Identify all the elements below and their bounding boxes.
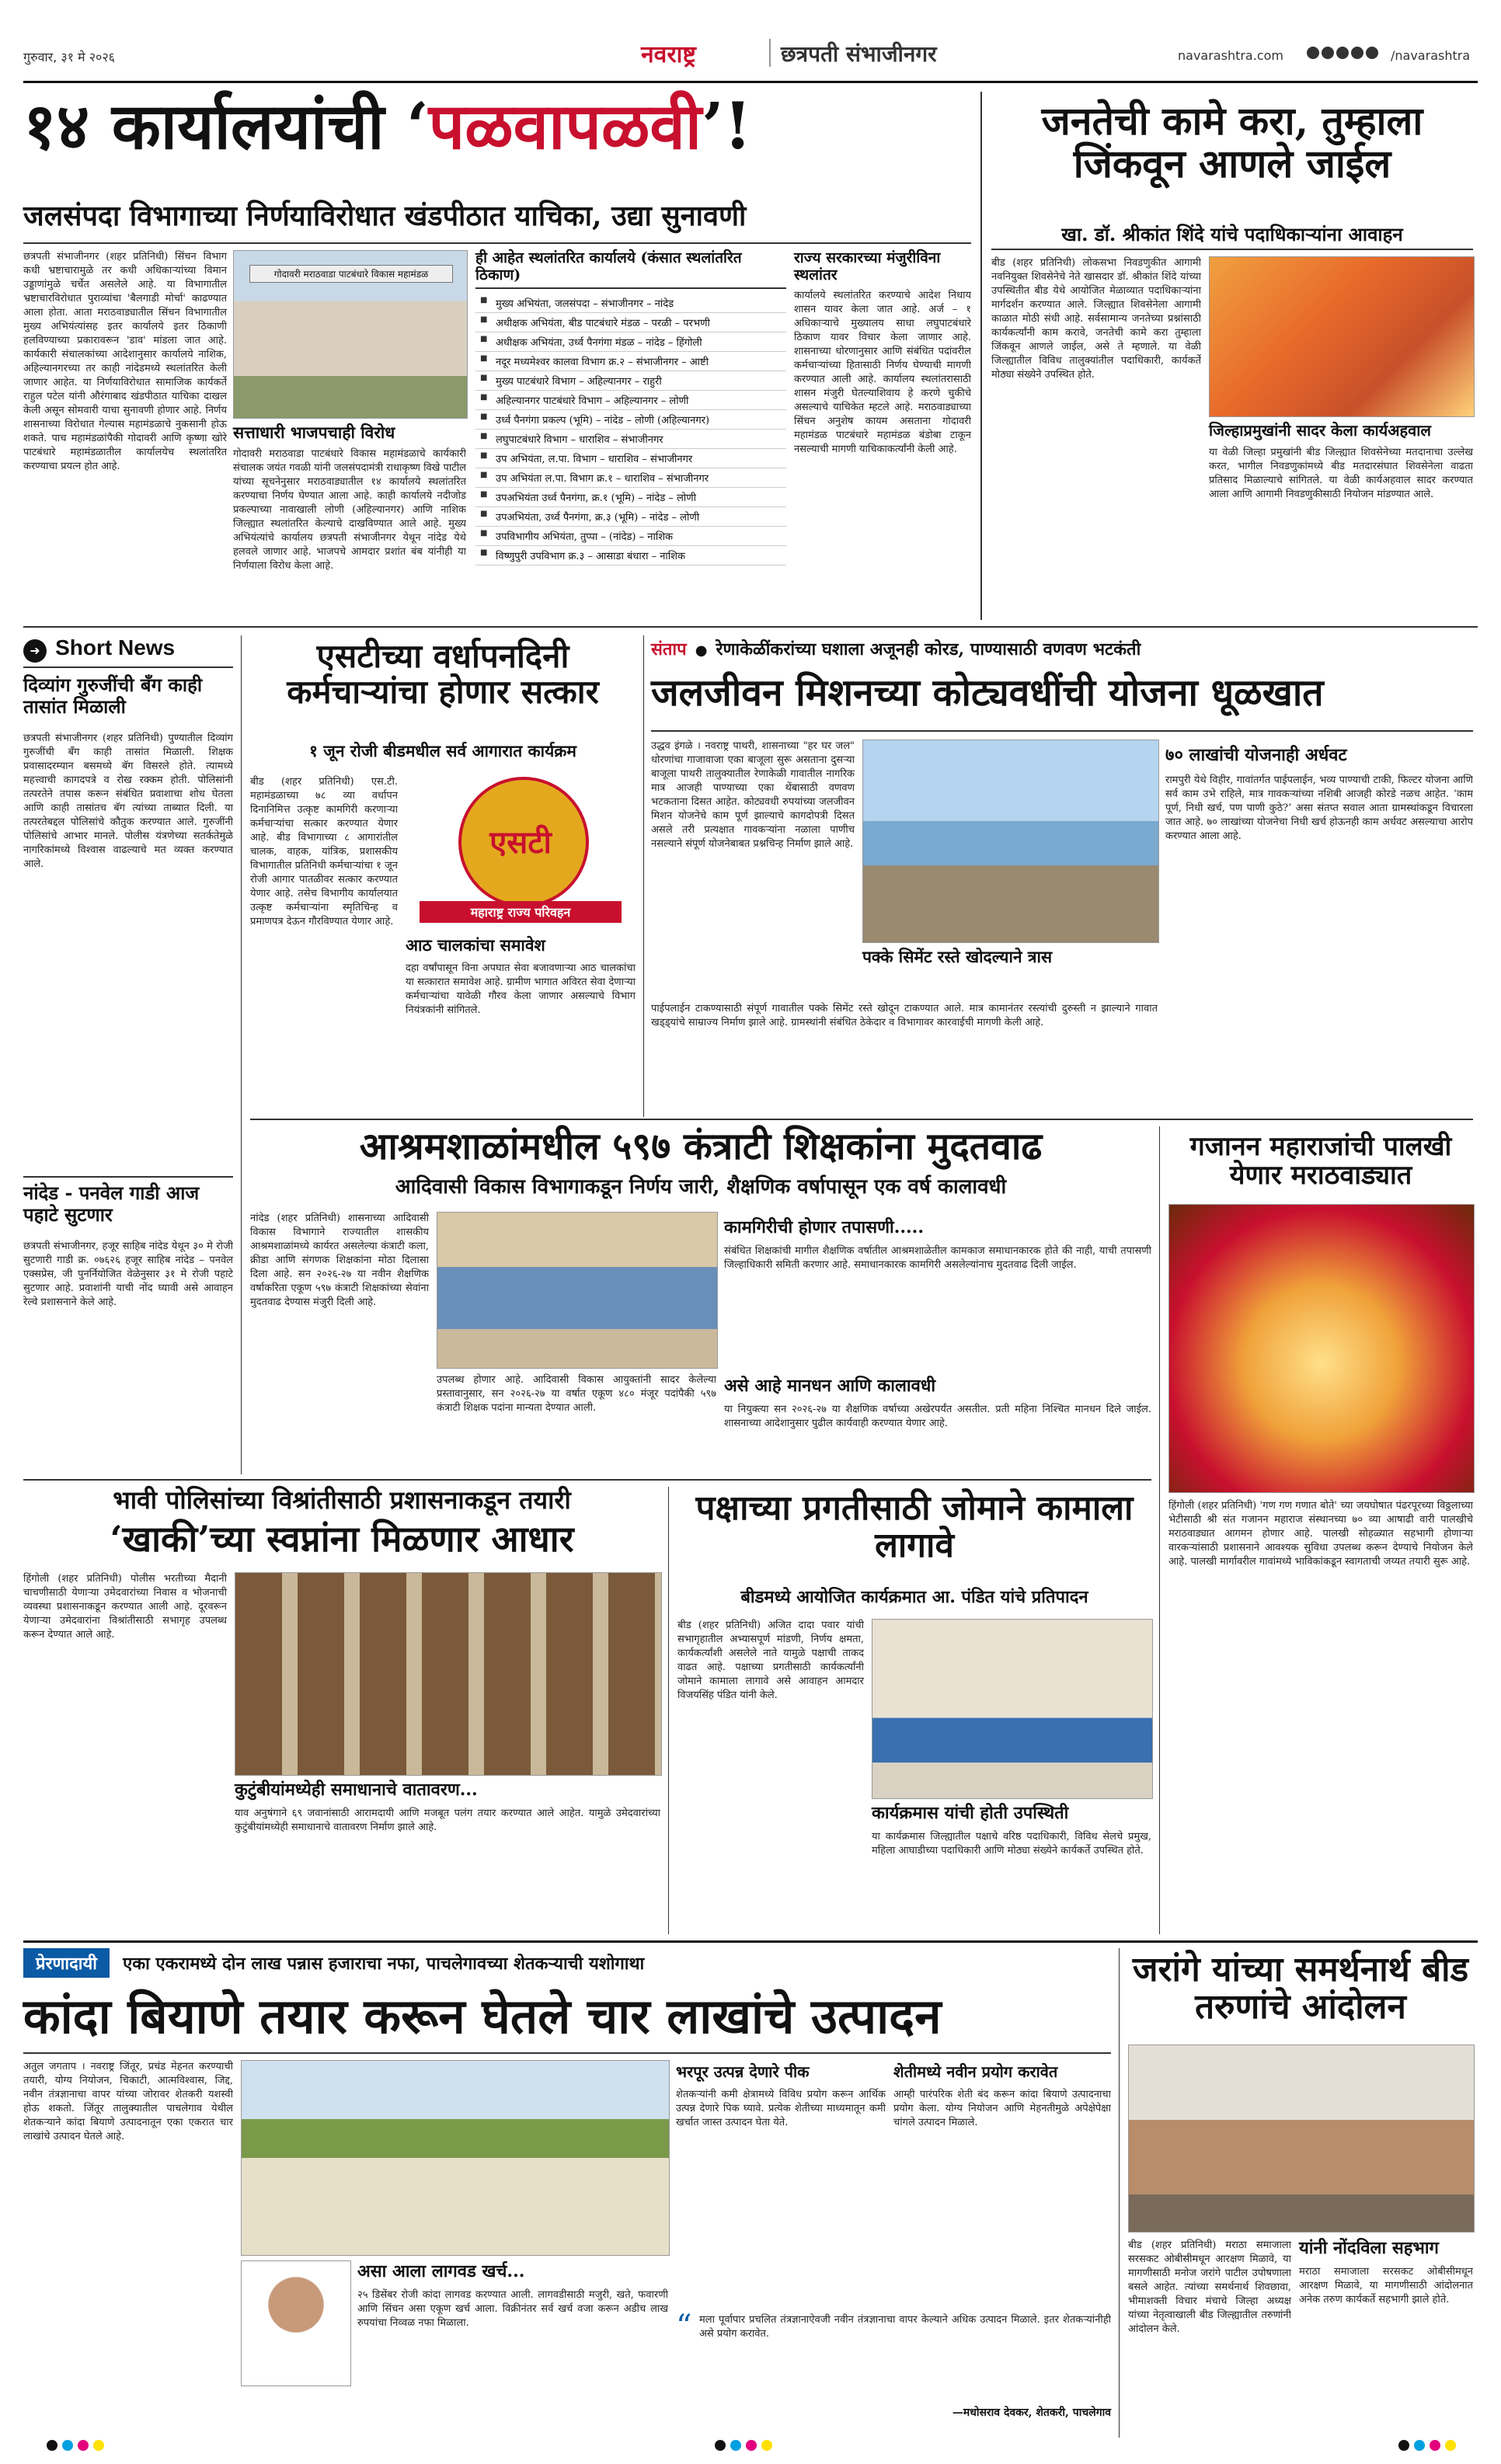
edition-divider bbox=[769, 39, 771, 67]
onion-sub2-body: आम्ही पारंपरिक शेती बंद करून कांदा बियाणे उत्पादनाचा प्रयोग केला. योग्य नियोजन आणि मेहनतीमुळे अपेक्षेपेक्षा चांगले उत्पादन मिळाले. bbox=[893, 2089, 1111, 2128]
jal-kicker: रेणाकेळींकरांच्या घशाला अजूनही कोरड, पाण्यासाठी वणवण भटकंती bbox=[716, 639, 1141, 660]
ashram-photo bbox=[437, 1212, 718, 1369]
office-item: ■ उप अभियंता ल.पा. विभाग क्र.१ – धाराशिव – संभाजीनगर bbox=[475, 468, 786, 488]
short-news-item2-title: नांदेड - पनवेल गाडी आज पहाटे सुटणार bbox=[23, 1182, 200, 1226]
office-item: ■ अहिल्यानगर पाटबंधारे विभाग – अहिल्यानगर – लोणी bbox=[475, 391, 786, 410]
st-subhead: १ जून रोजी बीडमधील सर्व आगारात कार्यक्रम bbox=[309, 741, 576, 760]
pawar-body: बीड (शहर प्रतिनिधी) अजित दादा पवार यांची सभागृहातील अभ्यासपूर्ण मांडणी, निर्णय क्षमता, कार्यकर्त्यांशी असलेले नाते यामुळे पक्षाची ताकद वाढत आहे. पक्षाच्या प्रगतीसाठी कार्यकर्त्यांनी जोमाने कामाला लागावे असे आवाहन आमदार विजयसिंह पंडित यांनी केले. bbox=[677, 1620, 864, 1701]
jarange-body: बीड (शहर प्रतिनिधी) मराठा समाजाला सरसकट ओबीसीमधून आरक्षण मिळावे, या मागणीसाठी मनोज जरांगे पाटील उपोषणाला बसले आहेत. त्यांच्या समर्थनार्थ शिवछावा, भीमाशक्ती विचार मंचाचे जिल्हा अध्यक्ष यांच्या नेतृत्वाखाली बीड जिल्ह्यातील तरुणांनी आंदोलन केले. bbox=[1128, 2240, 1291, 2335]
office-item: ■ मुख्य पाटबंधारे विभाग – अहिल्यानगर – राहुरी bbox=[475, 371, 786, 391]
ashram-headline: आश्रमशाळांमधील ५९७ कंत्राटी शिक्षकांना मुदतवाढ bbox=[359, 1125, 1043, 1168]
office-item: ■ उर्ध्व पैनगंगा प्रकल्प (भूमि) – नांदेड – लोणी (अहिल्यानगर) bbox=[475, 410, 786, 430]
social-icons[interactable] bbox=[1307, 47, 1378, 62]
st-logo-text: एसटी bbox=[489, 824, 552, 861]
office-item: ■ विष्णुपुरी उपविभाग क्र.३ – आसाडा बंधारा – नाशिक bbox=[475, 546, 786, 566]
onion-farmer-photo bbox=[241, 2260, 351, 2386]
facebook-icon[interactable] bbox=[1307, 47, 1319, 59]
office-item: ■ मुख्य अभियंता, जलसंपदा – संभाजीनगर – नांदेड bbox=[475, 294, 786, 313]
st-box-body: दहा वर्षांपासून विना अपघात सेवा बजावणाऱ्या आठ चालकांचा या सत्कारात समावेश आहे. ग्रामीण भागात अविरत सेवा देणाऱ्या कर्मचाऱ्यांचा यावेळी गौरव केला जाणार असल्याचे विभाग नियंत्रकांनी सांगितले. bbox=[406, 962, 636, 1016]
page-date: गुरुवार, ३१ मे २०२६ bbox=[23, 50, 115, 64]
office-item: ■ नदूर मध्यमेश्वर कालवा विभाग क्र.२ – संभाजीनगर – आष्टी bbox=[475, 352, 786, 371]
shinde-subhead: खा. डॉ. श्रीकांत शिंदे यांचे पदाधिकाऱ्यांना आवाहन bbox=[1061, 223, 1403, 245]
masthead bbox=[23, 31, 1478, 78]
pawar-headline: पक्षाच्या प्रगतीसाठी जोमाने कामाला लागावे bbox=[695, 1488, 1134, 1566]
lead-photo-caption: सत्ताधारी भाजपचाही विरोध bbox=[233, 423, 395, 442]
pawar-sub-body: या कार्यक्रमास जिल्ह्यातील पक्षाचे वरिष्ठ पदाधिकारी, विविध सेलचे प्रमुख, महिला आघाडीच्या पदाधिकारी आणि मोठ्या संख्येने कार्यकर्ते उपस्थित होते. bbox=[872, 1831, 1151, 1857]
office-item: ■ लघुपाटबंधारे विभाग – धाराशिव – संभाजीनगर bbox=[475, 430, 786, 449]
police-body: हिंगोली (शहर प्रतिनिधी) पोलीस भरतीच्या मैदानी चाचणीसाठी येणाऱ्या उमेदवारांच्या निवास व भोजनाची व्यवस्था प्रशासनाकडून करण्यात आली आहे. दूरवरून येणाऱ्या उमेदवारांना विश्रांतीसाठी सभागृह उपलब्ध करून देण्यात आले आहे. bbox=[23, 1573, 227, 1641]
st-logo-caption: महाराष्ट्र राज्य परिवहन bbox=[420, 901, 622, 923]
short-news-item1-title: दिव्यांग गुरुजींची बँग काही तासांत मिळाली bbox=[23, 673, 203, 718]
ashram-photo-caption: उपलब्ध होणार आहे. आदिवासी विकास आयुक्तांनी सादर केलेल्या प्रस्तावानुसार, सन २०२६-२७ या वर्षात एकूण ४८० मंजूर पदांपैकी ५९७ कंत्राटी शिक्षक पदांना मान्यता देण्यात आली. bbox=[437, 1374, 716, 1414]
st-logo bbox=[420, 777, 622, 924]
jarange-headline: जरांगे यांच्या समर्थनार्थ बीड तरुणांचे आंदोलन bbox=[1132, 1950, 1469, 2027]
ashram-sub1-body: संबंधित शिक्षकांची मागील शैक्षणिक वर्षातील आश्रमशाळेतील कामकाज समाधानकारक होते की नाही, याची तपासणी जिल्हाधिकारी समिती करणार आहे. समाधानकारक कामगिरी असलेल्यांनाच मुदतवाढ दिली जाईल. bbox=[724, 1245, 1151, 1271]
onion-photo bbox=[241, 2060, 670, 2256]
registration-dots-left bbox=[47, 2439, 109, 2454]
ashram-sub1: कामगिरीची होणार तपासणी..... bbox=[724, 1217, 925, 1237]
lead-photo bbox=[233, 250, 468, 419]
offices-box-title: ही आहेत स्थलांतरित कार्यालये (कंसात स्थलांतरित ठिकाण) bbox=[475, 250, 786, 289]
police-headline2: ‘खाकी’च्या स्वप्नांना मिळणार आधार bbox=[110, 1518, 574, 1560]
lead-headline-c: ’! bbox=[702, 89, 752, 164]
pawar-subhead: बीडमध्ये आयोजित कार्यक्रमात आ. पंडित यांचे प्रतिपादन bbox=[740, 1587, 1088, 1607]
jal-side-title: ७० लाखांची योजनाही अर्धवट bbox=[1165, 745, 1347, 765]
pawar-sub: कार्यक्रमास यांची होती उपस्थिती bbox=[872, 1803, 1069, 1823]
onion-sub2: शेतीमध्ये नवीन प्रयोग करावेत bbox=[893, 2062, 1058, 2081]
jal-tag: संताप bbox=[651, 639, 687, 660]
police-photo-body: याव अनुषंगाने ६९ जवानांसाठी आरामदायी आणि मजबूत पलंग तयार करण्यात आले आहेत. यामुळे उमेदवारांच्या कुटुंबीयांमध्येही समाधानाचे वातावरण निर्माण झाले आहे. bbox=[235, 1808, 660, 1833]
jal-kicker-row bbox=[651, 637, 1473, 663]
office-item: ■ अधीक्षक अभियंता, बीड पाटबंधारे मंडळ – परळी – परभणी bbox=[475, 313, 786, 332]
ashram-sub2-body: या नियुक्त्या सन २०२६-२७ या शैक्षणिक वर्षाच्या अखेरपर्यंत असतील. प्रती महिना निश्चित मानधन दिले जाईल. शासनाच्या आदेशानुसार पुढील कार्यवाही करण्यात येणार आहे. bbox=[724, 1404, 1151, 1429]
st-headline: एसटीच्या वर्धापनदिनी कर्मचाऱ्यांचा होणार सत्कार bbox=[287, 637, 599, 712]
shinde-body: बीड (शहर प्रतिनिधी) लोकसभा निवडणुकीत आगामी नवनियुक्त शिवसेनेचे नेते खासदार डॉ. श्रीकांत शिंदे यांच्या उपस्थितीत बीड येथे आयोजित मेळाव्यात पदाधिकाऱ्यांना मार्गदर्शन करण्यात आले. जिल्ह्यात शिवसेनेला आगामी काळात मोठी संधी आहे. सर्वसामान्य जनतेच्या प्रश्नांसाठी कार्यकर्त्यांनी काम करावे, जनतेची कामे करा तुम्हाला जिंकवून आणले जाईल, असे ते म्हणाले. या वेळी जिल्ह्यातील विविध तालुक्यांतील पदाधिकारी, कार्यकर्ते मोठ्या संख्येने उपस्थित होते. bbox=[991, 257, 1201, 381]
office-item: ■ अधीक्षक अभियंता, उर्ध्व पैनगंगा मंडळ – नांदेड – हिंगोली bbox=[475, 332, 786, 352]
office-item: ■ उपअभियंता उर्ध्व पैनगंगा, क्र.१ (भूमि) – नांदेड – लोणी bbox=[475, 488, 786, 507]
short-news-label: Short News bbox=[55, 635, 176, 660]
jal-headline: जलजीवन मिशनच्या कोट्यवधींची योजना धूळखात bbox=[651, 671, 1324, 715]
jal-side-body: रामपुरी येथे विहीर, गावांतर्गत पाईपलाईन, भव्य पाण्याची टाकी, फिल्टर योजना आणि सर्व काम उभे राहिले, मात्र गावकऱ्यांच्या नशिबी आजही कोरडे नळच आहेत. ‘काम पूर्ण, निधी खर्च, पण पाणी कुठे?’ असा संतप्त सवाल आता ग्रामस्थांकडून विचारला जात आहे. ७० लाखांच्या योजनेचा निधी खर्च होऊनही काम अर्धवट असल्याचा आरोप करण्यात आला आहे. bbox=[1165, 774, 1473, 842]
onion-kicker-row bbox=[23, 1948, 1111, 1979]
gajanan-headline: गजानन महाराजांची पालखी येणार मराठवाड्यात bbox=[1189, 1131, 1452, 1192]
shinde-headline: जनतेची कामे करा, तुम्हाला जिंकवून आणले जाईल bbox=[1041, 98, 1423, 186]
jal-sub1-body: पाईपलाईन टाकण्यासाठी संपूर्ण गावातील पक्के सिमेंट रस्ते खोदून टाकण्यात आले. मात्र कामानंतर रस्त्यांची दुरुस्ती न झाल्याने गावात खड्ड्यांचे साम्राज्य निर्माण झाले आहे. ग्रामस्थांनी संबंधित ठेकेदार व विभागावर कारवाईची मागणी केली आहे. bbox=[651, 1003, 1158, 1028]
short-news-item2-body: छत्रपती संभाजीनगर, हजूर साहिब नांदेड येथून ३० मे रोजी सुटणारी गाडी क्र. ०७६२६ हजूर साहिब नांदेड – पनवेल एक्सप्रेस, जी पुनर्नियोजित वेळेनुसार ३१ मे रोजी पहाटे सुटणार आहे. प्रवाशांनी याची नोंद घ्यावी असे आवाहन रेल्वे प्रशासनाने केले आहे. bbox=[23, 1241, 233, 1308]
lead-headline-highlight: पळवापळवी bbox=[428, 89, 702, 164]
office-item: ■ उप अभियंता, ल.पा. विभाग – धाराशिव – संभाजीनगर bbox=[475, 449, 786, 468]
jal-body: उद्धव इंगळे । नवराष्ट्र पाथरी, शासनाच्या "हर घर जल" धोरणांचा गाजावाजा एका बाजूला सुरू असताना दुसऱ्या बाजूला पाथरी तालुक्यातील रेणाकेळी गावातील नागरिक मात्र आजही पाण्याच्या एका थेंबासाठी वणवण भटकताना दिसत आहेत. कोट्यवधी रुपयांच्या जलजीवन मिशन योजनेचे काम पूर्ण झाल्याचे कागदोपत्री दिसत असले तरी प्रत्यक्षात गावकऱ्यांना नळाला पाणीच नसल्याने संपूर्ण योजनेबाबत प्रश्नचिन्ह निर्माण झाले आहे. bbox=[651, 740, 855, 850]
st-box-title: आठ चालकांचा समावेश bbox=[406, 935, 545, 955]
lead-headline bbox=[23, 89, 971, 164]
bullet-icon: ● bbox=[695, 642, 708, 659]
onion-body: अतुल जगताप । नवराष्ट्र जिंतूर, प्रचंड मेहनत करण्याची तयारी, योग्य नियोजन, चिकाटी, आत्मविश्वास, जिद्द, नवीन तंत्रज्ञानाचा वापर यांच्या जोरावर शेतकरी यशस्वी होऊ शकतो. जिंतूर तालुक्यातील पाचलेगाव येथील शेतकऱ्याने कांदा बियाणे उत्पादनातून एका एकरात चार लाखांचे उत्पादन घेतले आहे. bbox=[23, 2061, 233, 2142]
linkedin-icon[interactable] bbox=[1366, 47, 1378, 59]
gajanan-photo bbox=[1168, 1204, 1475, 1493]
registration-dots-center bbox=[715, 2439, 777, 2454]
police-headline: भावी पोलिसांच्या विश्रांतीसाठी प्रशासनाकडून तयारी bbox=[113, 1485, 571, 1515]
onion-kicker: एका एकरामध्ये दोन लाख पन्नास हजाराचा नफा, पाचलेगावच्या शेतकऱ्याची यशोगाथा bbox=[123, 1954, 645, 1974]
onion-box-title: असा आला लागवड खर्च... bbox=[357, 2261, 525, 2281]
police-photo bbox=[235, 1572, 662, 1776]
office-item: ■ उपविभागीय अभियंता, तुप्पा – (नांदेड) – नाशिक bbox=[475, 527, 786, 546]
lead-subhead: जलसंपदा विभागाच्या निर्णयाविरोधात खंडपीठात याचिका, उद्या सुनावणी bbox=[23, 200, 747, 232]
short-news-header bbox=[23, 635, 233, 668]
instagram-icon[interactable] bbox=[1322, 47, 1334, 59]
lead-headline-a: १४ कार्यालयांची ‘ bbox=[23, 89, 429, 164]
edition-name: छत्रपती संभाजीनगर bbox=[781, 41, 937, 67]
lead-side-body: कार्यालये स्थलांतरित करण्याचे आदेश निधाय शासन यावर केला जात आहे. अर्ज – १ अधिकाऱ्याचे मुख्यालय साधा लघुपाटबंधारे ठिकाण यावर विचार केला जाणार आहे. शासनाच्या धोरणानुसार आणि संबंधित पदांवरील कर्मचाऱ्यांच्या हितासाठी निर्णय घेण्याची मागणी करण्यात आली आहे. कार्यालय स्थलांतरासाठी शासन मंजुरी घेतल्याशिवाय हे करणे चुकीचे असल्याचे याचिकेत म्हटले आहे. मराठवाड्याच्या सिंचन अनुशेष कायम असताना गोदावरी महामंडळ पाटबंधारे महामंडळ बंडोबा टाकून नसल्याची मागणी याचिकाकर्त्यांनी केली आहे. bbox=[794, 290, 971, 455]
pawar-photo bbox=[872, 1619, 1153, 1799]
masthead-rule bbox=[23, 81, 1478, 83]
offices-box bbox=[475, 250, 786, 615]
onion-quote-block bbox=[676, 2309, 1111, 2433]
lead-photo-body: गोदावरी मराठवाडा पाटबंधारे विकास महामंडळाचे कार्यकारी संचालक जयंत गवळी यांनी जलसंपदामंत्री राधाकृष्ण विखे पाटील यांच्या सूचनेनुसार मराठवाड्यातील १४ कार्यालये स्थलांतरित करण्याचा निर्णय घेण्यात आला आहे. काही कार्यालये नदीजोड प्रकल्पाच्या नावाखाली लोणी (अहिल्यानगर) आणि नाशिक जिल्ह्यात स्थलांतरित केल्याचे दाखविण्यात आले आहे. मुख्य अभियंत्यांचे कार्यालय छत्रपती संभाजीनगर येथून नांदेड येथे हलवले जाणार आहे. भाजपचे आमदार प्रशांत बंब यांनीही या निर्णयाला विरोध केला आहे. bbox=[233, 448, 466, 572]
onion-box-body: २५ डिसेंबर रोजी कांदा लागवड करण्यात आली. लागवडीसाठी मजुरी, खते, फवारणी आणि सिंचन असा एकूण खर्च आला. विक्रीनंतर सर्व खर्च वजा करून अडीच लाख रुपयांचा निव्वळ नफा मिळाला. bbox=[357, 2289, 668, 2329]
onion-sub1-body: शेतकऱ्यांनी कमी क्षेत्रामध्ये विविध प्रयोग करून आर्थिक उत्पन्न देणारे पिक घ्यावे. प्रत्येक शेतीच्या माध्यमातून कमी खर्चात जास्त उत्पादन घेता येते. bbox=[676, 2089, 886, 2128]
onion-tag: प्रेरणादायी bbox=[23, 1948, 110, 1978]
st-body: बीड (शहर प्रतिनिधी) एस.टी. महामंडळाच्या ७८ व्या वर्धापन दिनानिमित्त उत्कृष्ट कामगिरी करणाऱ्या कर्मचाऱ्यांचा सत्कार करण्यात येणार आहे. बीड विभागाच्या ८ आगारांतील चालक, वाहक, यांत्रिक, प्रशासकीय विभागातील प्रतिनिधी कर्मचाऱ्यांचा १ जून रोजी आगार पातळीवर सत्कार करण्यात येणार आहे. तसेच विभागीय कार्यालयात उत्कृष्ट कर्मचाऱ्यांना स्मृतिचिन्ह व प्रमाणपत्र देऊन गौरविण्यात येणार आहे. bbox=[250, 776, 398, 927]
arrow-icon: ➜ bbox=[23, 639, 47, 663]
youtube-icon[interactable] bbox=[1351, 47, 1363, 59]
site-url[interactable]: navarashtra.com bbox=[1178, 48, 1283, 63]
police-photo-caption: कुटुंबीयांमध्येही समाधानाचे वातावरण... bbox=[235, 1780, 478, 1800]
brand-logo: नवराष्ट्र bbox=[641, 41, 696, 68]
lead-body: छत्रपती संभाजीनगर (शहर प्रतिनिधी) सिंचन विभाग कधी भ्रष्टाचारामुळे तर कधी अधिकाऱ्यांच्या विमान उड्डाणांमुळे चर्चेत असलेले आहे. या विभागातील भ्रष्टाचारविरोधात पुराव्यांचा 'बैलगाडी मोर्चा' काढण्यात आला होता. आता मराठवाड्यातील सिंचन विभागातील मुख्य अभियंत्यांसह इतर कार्यालये इतर ठिकाणी हलविण्याच्या प्रकारावरून 'डाव' मांडला जात आहे. कार्यकारी संचालकांच्या आदेशानुसार कार्यालये नाशिक, अहिल्यानगरच्या तर काही नांदेडमध्ये स्थलांतरित केली जाणार आहेत. या निर्णयाविरोधात सामाजिक कार्यकर्ते राहुल पटेल यांनी औरंगाबाद खंडपीठात याचिका दाखल केली असून सोमवारी याचा सुनावणी होणार आहे. निर्णय शासनाच्या विरोधात गेल्यास महामंडळाचे नुकसानी होऊ शकते. पाच महामंडळांपैकी गोदावरी आणि कृष्णा खोरे पाटबंधारे महामंडळातील कार्यालयेच स्थलांतरित करण्याचा प्रयत्न होत आहे. bbox=[23, 251, 227, 472]
gajanan-body: हिंगोली (शहर प्रतिनिधी) 'गण गण गणात बोते' च्या जयघोषात पंढरपूरच्या विठ्ठलाच्या भेटीसाठी श्री संत गजानन महाराज संस्थानच्या ७० व्या आषाढी वारी पालखीचे मराठवाड्यात आगमन होणार आहे. पालखी सोहळ्यात सहभागी होणाऱ्या वारकऱ्यांसाठी प्रशासनाने आवश्यक सुविधा उपलब्ध करून देण्याचे नियोजन केले आहे. पालखी मार्गावरील गावांमध्ये भाविकांकडून स्वागताची जय्यत तयारी सुरू आहे. bbox=[1168, 1500, 1473, 1568]
jarange-photo-body: मराठा समाजाला सरसकट ओबीसीमधून आरक्षण मिळावे, या मागणीसाठी आंदोलनात अनेक तरुण कार्यकर्ते सहभागी झाले होते. bbox=[1299, 2266, 1473, 2306]
jarange-photo bbox=[1128, 2045, 1475, 2233]
onion-sub1: भरपूर उत्पन्न देणारे पीक bbox=[676, 2062, 810, 2081]
social-handle[interactable]: /navarashtra bbox=[1391, 48, 1471, 63]
shinde-photo bbox=[1209, 256, 1475, 417]
lead-photo-sign: गोदावरी मराठवाडा पाटबंधारे विकास महामंडळ bbox=[249, 265, 453, 283]
shinde-photo-body: या वेळी जिल्हा प्रमुखांनी बीड जिल्ह्यात शिवसेनेच्या मतदानाचा उल्लेख करत, भागील निवडणुकांमध्ये बीड मतदारसंघात शिवसेनेला वाढता प्रतिसाद मिळाल्याचे सांगितले. या वेळी कार्यअहवाल सादर करण्यात आला आणि आगामी निवडणुकीसाठी नियोजन मांडण्यात आले. bbox=[1209, 447, 1473, 500]
onion-quote: मला पूर्वापार प्रचलित तंत्रज्ञानाऐवजी नवीन तंत्रज्ञानाचा वापर केल्याने अधिक उत्पादन मिळाले. इतर शेतकऱ्यांनीही असे प्रयोग करावेत. bbox=[699, 2314, 1111, 2340]
jal-photo bbox=[862, 740, 1159, 943]
lead-side-title: राज्य सरकारच्या मंजुरीविना स्थलांतर bbox=[794, 249, 941, 284]
offices-list bbox=[475, 294, 786, 566]
quote-icon: “ bbox=[676, 2309, 692, 2344]
shinde-photo-caption: जिल्हाप्रमुखांनी सादर केला कार्यअहवाल bbox=[1209, 421, 1431, 440]
onion-quote-by: —मधोसराव देवकर, शेतकरी, पाचलेगाव bbox=[952, 2407, 1111, 2419]
jarange-photo-caption: यांनी नोंदविला सहभाग bbox=[1299, 2238, 1439, 2258]
registration-dots-right bbox=[1398, 2439, 1461, 2454]
x-icon[interactable] bbox=[1336, 47, 1349, 59]
jal-sub1: पक्के सिमेंट रस्ते खोदल्याने त्रास bbox=[862, 947, 1053, 966]
ashram-subhead: आदिवासी विकास विभागाकडून निर्णय जारी, शैक्षणिक वर्षापासून एक वर्ष कालावधी bbox=[395, 1175, 1007, 1199]
short-news-item1-body: छत्रपती संभाजीनगर (शहर प्रतिनिधी) पुण्यातील दिव्यांग गुरुजींची बँग काही तासांत मिळाली. शिक्षक प्रवासादरम्यान बसमध्ये बॅग विसरले होते. त्यामध्ये महत्त्वाची कागदपत्रे व रोख रक्कम होती. पोलिसांनी तत्परतेने तपास करून संबंधित प्रवाशाचा शोध घेतला आणि काही तासांतच बॅग त्यांच्या ताब्यात दिली. या तत्परतेबद्दल पोलिसांचे कौतुक करण्यात आले. गुरुजींनी पोलिसांचे आभार मानले. पोलीस यंत्रणेच्या सतर्कतेमुळे नागरिकांमध्ये विश्वास वाढल्याचे मत व्यक्त करण्यात आले. bbox=[23, 733, 233, 870]
office-item: ■ उपअभियंता, उर्ध्व पैनगंगा, क्र.३ (भूमि) – नांदेड – लोणी bbox=[475, 507, 786, 527]
ashram-body: नांदेड (शहर प्रतिनिधी) शासनाच्या आदिवासी विकास विभागाने राज्यातील शासकीय आश्रमशाळांमध्ये कार्यरत असलेल्या कंत्राटी कला, क्रीडा आणि संगणक शिक्षकांना मोठा दिलासा दिला आहे. सन २०२६-२७ या नवीन शैक्षणिक वर्षाकरिता एकूण ५९७ कंत्राटी शिक्षकांच्या सेवांना मुदतवाढ देण्यास मंजुरी दिली आहे. bbox=[250, 1213, 429, 1308]
ashram-sub2: असे आहे मानधन आणि कालावधी bbox=[724, 1376, 936, 1396]
onion-headline: कांदा बियाणे तयार करून घेतले चार लाखांचे उत्पादन bbox=[23, 1988, 942, 2045]
